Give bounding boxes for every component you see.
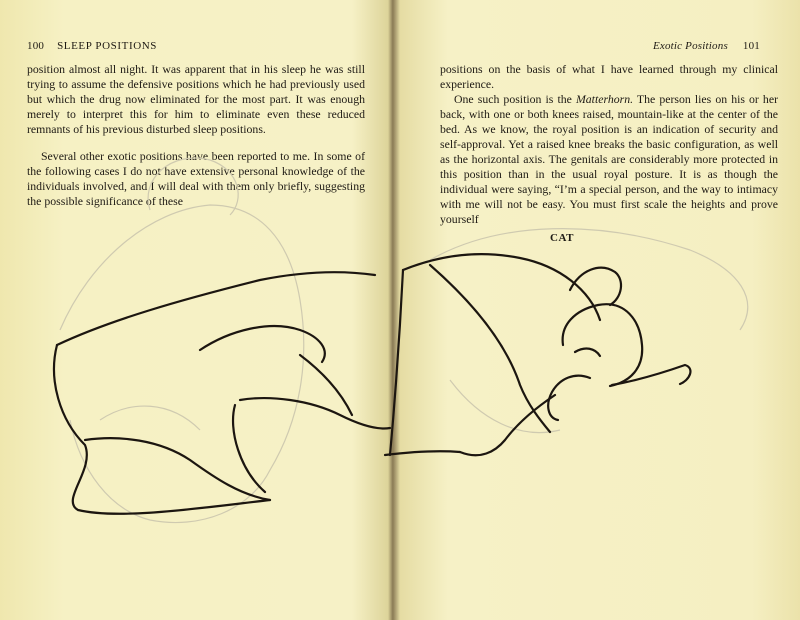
left-page <box>0 0 390 620</box>
right-running-title: Exotic Positions <box>652 40 728 52</box>
right-page-number: 101 <box>742 40 760 52</box>
right-body-text <box>440 62 778 227</box>
right-page <box>400 0 800 620</box>
left-page-number: 100 <box>27 40 45 52</box>
right-paragraph-2 <box>440 92 778 227</box>
left-body-text <box>27 62 365 209</box>
left-running-title: SLEEP POSITIONS <box>57 40 158 52</box>
left-paragraph-2: Several other exotic positions have been reported to me. In some of the following cases I do not have extensive personal knowledge of the individuals involved, and I will deal with them only briefly, suggesting the possible significance of these <box>27 149 365 208</box>
right-running-head <box>653 40 760 52</box>
matterhorn-term: Matterhorn. <box>575 92 634 106</box>
right-paragraph-2-start: One such position is the <box>454 92 576 106</box>
left-running-head <box>27 40 157 52</box>
right-paragraph-1: positions on the basis of what I have learned through my clinical experience. <box>440 62 778 91</box>
illustration-caption: CAT <box>550 232 574 244</box>
left-paragraph-1: position almost all night. It was apparent that in his sleep he was still trying to assume the defensive positions which he had previously used but which the drug now eliminated for the most part. It was enough merely to interpret this for him to eliminate even these reduced remnants of his previous disturbed sleep positions. <box>27 62 365 136</box>
right-paragraph-2-rest: The person lies on his or her back, with one or both knees raised, mountain-like at the center of the bed. As we know, the royal position is an indication of security and self-approval. Yet a raised knee breaks the basic configuration, as well as the horizontal axis. The genitals are considerably more protected in this position than in the usual royal posture. It is as though the individual were saying, “I’m a special person, and the way to intimacy with me will not be easy. You must first scale the heights and prove yourself <box>440 92 778 226</box>
